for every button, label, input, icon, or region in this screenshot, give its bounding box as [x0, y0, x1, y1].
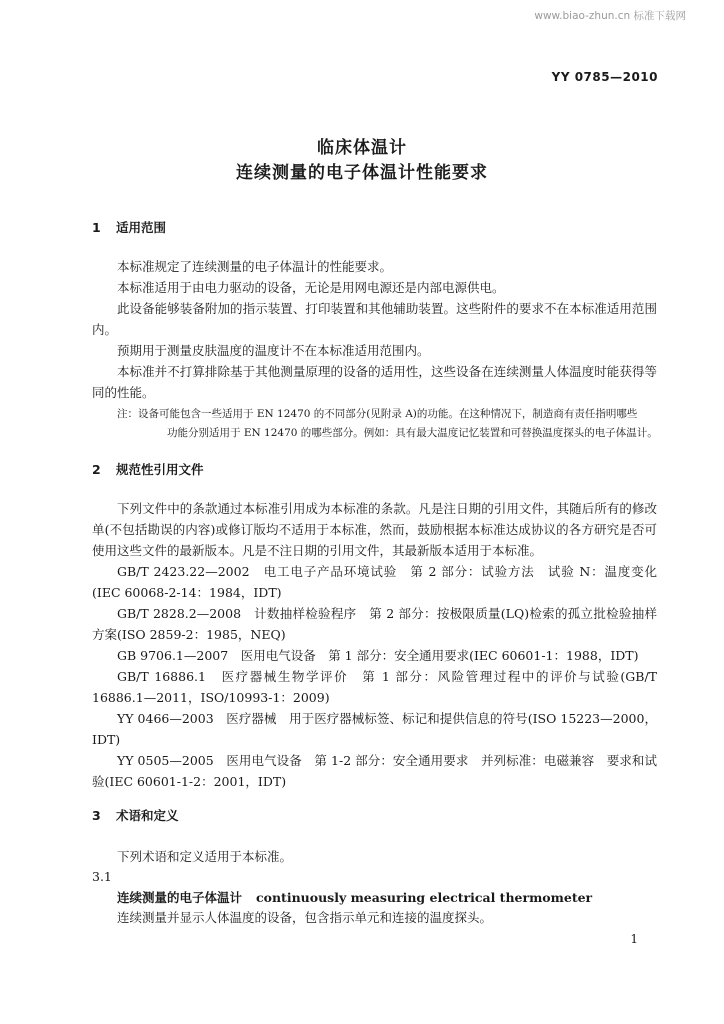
section2-title: 规范性引用文件 [116, 462, 204, 477]
section3-intro: 下列术语和定义适用于本标准。 [117, 849, 293, 864]
section1-heading [92, 218, 166, 236]
section3-number: 3 [92, 808, 101, 823]
reference-item-1: GB/T 2423.22—2002 电工电子产品环境试验 第 2 部分：试验方法 试验 N：温度变化(IEC 60068-2-14：1984，IDT) [92, 564, 657, 600]
document-title-line1: 临床体温计 [317, 138, 407, 158]
section1-paragraph-1: 本标准规定了连续测量的电子体温计的性能要求。 [117, 259, 393, 274]
reference-item-6: YY 0505—2005 医用电气设备 第 1-2 部分：安全通用要求 并列标准：电磁兼容 要求和试验(IEC 60601-1-2：2001，IDT) [92, 753, 657, 789]
section1-note-line1: 注：设备可能包含一些适用于 EN 12470 的不同部分(见附录 A)的功能。在这种情况下，制造商有责任指明哪些 [117, 408, 638, 420]
document-title-line2: 连续测量的电子体温计性能要求 [236, 163, 488, 183]
reference-item-3: GB 9706.1—2007 医用电气设备 第 1 部分：安全通用要求(IEC 60601-1：1988，IDT) [117, 648, 639, 663]
page-number: 1 [630, 932, 638, 946]
section1-number: 1 [92, 220, 101, 235]
reference-item-5: YY 0466—2003 医疗器械 用于医疗器械标签、标记和提供信息的符号(ISO 15223—2000，IDT) [92, 711, 657, 747]
section2-number: 2 [92, 462, 101, 477]
reference-item-2: GB/T 2828.2—2008 计数抽样检验程序 第 2 部分：按极限质量(LQ)检索的孤立批检验抽样方案(ISO 2859-2：1985，NEQ) [92, 606, 657, 642]
section1-title: 适用范围 [116, 220, 167, 235]
section3-title: 术语和定义 [116, 808, 179, 823]
section1-paragraph-2: 本标准适用于由电力驱动的设备，无论是用网电源还是内部电源供电。 [117, 280, 505, 295]
reference-item-4: GB/T 16886.1 医疗器械生物学评价 第 1 部分：风险管理过程中的评价与试验(GB/T 16886.1—2011，ISO/10993-1：2009) [92, 669, 657, 705]
section2-heading [92, 460, 204, 478]
section2-intro: 下列文件中的条款通过本标准引用成为本标准的条款。凡是注日期的引用文件，其随后所有的修改单(不包括勘误的内容)或修订版均不适用于本标准，然而，鼓励根据本标准达成协议的各方研究是否可使用这些文件的最新版本。凡是不注日期的引用文件，其最新版本适用于本标准。 [92, 501, 657, 558]
term-english: continuously measuring electrical thermometer [256, 890, 593, 905]
section1-paragraph-3: 此设备能够装备附加的指示装置、打印装置和其他辅助装置。这些附件的要求不在本标准适用范围内。 [92, 301, 657, 337]
term-entry [117, 888, 592, 906]
standard-code: YY 0785—2010 [551, 70, 658, 84]
watermark-text: www.biao-zhun.cn 标准下载网 [534, 10, 686, 22]
section1-note-line2: 功能分别适用于 EN 12470 的哪些部分。例如：具有最大温度记忆装置和可替换温度探头的电子体温计。 [167, 427, 658, 439]
subsection-number: 3.1 [92, 869, 112, 884]
section1-paragraph-4: 预期用于测量皮肤温度的温度计不在本标准适用范围内。 [117, 343, 430, 358]
section3-heading [92, 806, 179, 824]
section1-paragraph-5: 本标准并不打算排除基于其他测量原理的设备的适用性，这些设备在连续测量人体温度时能获得等同的性能。 [92, 364, 657, 400]
term-chinese: 连续测量的电子体温计 [117, 890, 243, 905]
term-definition: 连续测量并显示人体温度的设备，包含指示单元和连接的温度探头。 [117, 910, 493, 925]
